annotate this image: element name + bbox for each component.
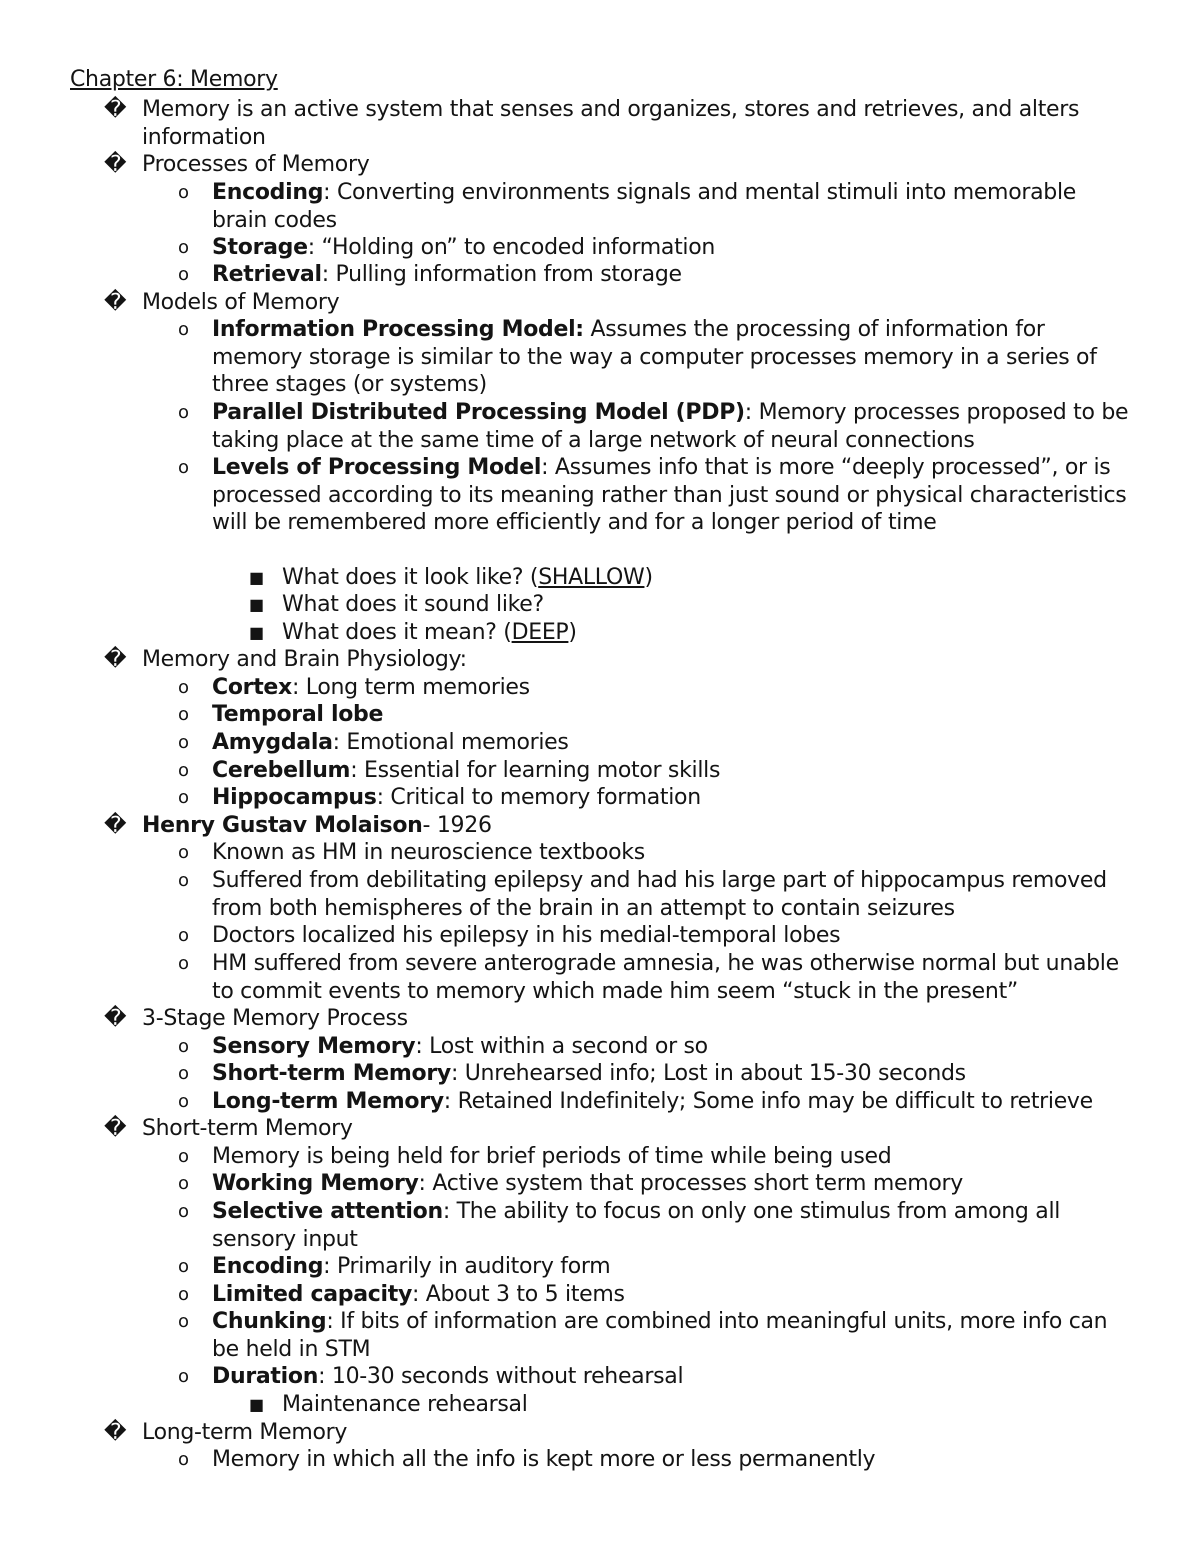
circle-bullet-icon: o (178, 1091, 189, 1112)
circle-bullet-icon: o (178, 1311, 189, 1332)
term-label: Hippocampus (212, 785, 377, 810)
underlined-text: SHALLOW (538, 565, 645, 590)
circle-bullet-icon: o (178, 677, 189, 698)
term-label: Retrieval (212, 262, 322, 287)
circle-bullet-icon: o (178, 319, 189, 340)
item-text (212, 1198, 1132, 1253)
text-run: Memory is an active system that senses and organizes, stores and retrieves, and alters information (142, 97, 1080, 150)
item-text (142, 1115, 1142, 1143)
item-text (142, 646, 1142, 674)
square-bullet-icon: ■ (249, 623, 264, 642)
circle-bullet-icon: o (178, 1366, 189, 1387)
outline-item-level-2 (178, 1308, 1132, 1363)
text-run: : Memory processes proposed to be taking place at the same time of a large network of neural connections (212, 400, 1129, 453)
outline-item-level-3 (249, 619, 1142, 647)
circle-bullet-icon: o (178, 870, 189, 891)
outline-item-level-2 (178, 1033, 1132, 1061)
text-run: What does it sound like? (282, 592, 544, 617)
outline-item-level-1 (104, 96, 1142, 151)
text-run: : Critical to memory formation (376, 785, 701, 810)
text-run: : Long term memories (291, 675, 530, 700)
outline-item-level-2 (178, 1281, 1132, 1309)
item-text (212, 867, 1132, 922)
item-text (212, 1363, 1132, 1391)
outline-item-level-1 (104, 812, 1142, 840)
outline-item-level-1 (104, 1419, 1142, 1447)
term-label: Sensory Memory (212, 1034, 416, 1059)
text-run: Memory is being held for brief periods of time while being used (212, 1144, 892, 1169)
text-run: What does it look like? ( (282, 565, 539, 590)
text-run: : “Holding on” to encoded information (307, 235, 716, 260)
text-run: Doctors localized his epilepsy in his medial-temporal lobes (212, 923, 841, 948)
outline-item-level-2 (178, 1170, 1132, 1198)
term-label: Long-term Memory (212, 1089, 444, 1114)
text-run: : About 3 to 5 items (412, 1282, 625, 1307)
outline-item-level-2 (178, 784, 1132, 812)
text-run: Models of Memory (142, 290, 340, 315)
circle-bullet-icon: o (178, 1201, 189, 1222)
outline-item-level-2 (178, 674, 1132, 702)
text-run: : Lost within a second or so (415, 1034, 708, 1059)
circle-bullet-icon: o (178, 842, 189, 863)
term-label: Cerebellum (212, 758, 351, 783)
item-text (212, 922, 1132, 950)
item-text (212, 316, 1132, 399)
text-run: : Pulling information from storage (321, 262, 682, 287)
outline-item-level-2 (178, 234, 1132, 262)
item-text (212, 179, 1132, 234)
circle-bullet-icon: o (178, 925, 189, 946)
outline-item-level-2 (178, 757, 1132, 785)
underlined-text: DEEP (511, 620, 569, 645)
outline-item-level-2 (178, 454, 1132, 537)
item-text (212, 784, 1132, 812)
outline-item-level-2 (178, 399, 1132, 454)
text-run: : Active system that processes short term memory (418, 1171, 964, 1196)
circle-bullet-icon: o (178, 1256, 189, 1277)
bullet-icon: � (104, 1420, 127, 1445)
outline-item-level-2 (178, 1060, 1132, 1088)
circle-bullet-icon: o (178, 1146, 189, 1167)
circle-bullet-icon: o (178, 264, 189, 285)
circle-bullet-icon: o (178, 760, 189, 781)
text-run: ) (568, 620, 577, 645)
item-text (212, 234, 1132, 262)
text-run: : 10-30 seconds without rehearsal (318, 1364, 684, 1389)
circle-bullet-icon: o (178, 1173, 189, 1194)
square-bullet-icon: ■ (249, 568, 264, 587)
text-run: : Assumes info that is more “deeply processed”, or is processed according to its meaning rather than just sound or physical characteristics will be remembered more efficiently and for a longer period of time (212, 455, 1127, 536)
outline-item-level-3 (249, 1391, 1142, 1419)
text-run: : Emotional memories (332, 730, 569, 755)
item-text (212, 757, 1132, 785)
term-label: Encoding (212, 180, 324, 205)
text-run: : The ability to focus on only one stimulus from among all sensory input (212, 1199, 1061, 1252)
term-label: Amygdala (212, 730, 333, 755)
term-label: Working Memory (212, 1171, 419, 1196)
circle-bullet-icon: o (178, 1284, 189, 1305)
term-label: Storage (212, 235, 308, 260)
outline-item-level-3 (249, 564, 1142, 592)
outline-item-level-2 (178, 922, 1132, 950)
text-run: : Retained Indefinitely; Some info may be difficult to retrieve (443, 1089, 1093, 1114)
outline-item-level-2 (178, 950, 1132, 1005)
outline-item-level-2 (178, 1446, 1132, 1474)
item-text (142, 151, 1142, 179)
bullet-icon: � (104, 290, 127, 315)
outline-item-level-1 (104, 151, 1142, 179)
term-label: Cortex (212, 675, 292, 700)
term-label: Encoding (212, 1254, 324, 1279)
outline-item-level-1 (104, 289, 1142, 317)
item-text (212, 839, 1132, 867)
outline-item-level-1 (104, 646, 1142, 674)
term-label: Short-term Memory (212, 1061, 451, 1086)
text-run: 3-Stage Memory Process (142, 1006, 408, 1031)
bullet-icon: � (104, 647, 127, 672)
outline-item-level-2 (178, 179, 1132, 234)
outline-item-level-2 (178, 1198, 1132, 1253)
outline-item-level-2 (178, 1253, 1132, 1281)
item-text (212, 1060, 1132, 1088)
item-text (212, 1088, 1132, 1116)
term-label: Limited capacity (212, 1282, 412, 1307)
text-run: : If bits of information are combined into meaningful units, more info can be held in STM (212, 1309, 1108, 1362)
circle-bullet-icon: o (178, 953, 189, 974)
item-text (212, 454, 1132, 537)
outline-item-level-2 (178, 316, 1132, 399)
outline-item-level-2 (178, 1363, 1132, 1391)
text-run: : Primarily in auditory form (323, 1254, 611, 1279)
item-text (212, 1308, 1132, 1363)
term-label: Selective attention (212, 1199, 443, 1224)
item-text (212, 399, 1132, 454)
square-bullet-icon: ■ (249, 595, 264, 614)
bullet-icon: � (104, 1116, 127, 1141)
outline-item-level-2 (178, 701, 1132, 729)
item-text (282, 1391, 1142, 1419)
term-label: Temporal lobe (212, 702, 384, 727)
item-text (212, 1143, 1132, 1171)
text-run: : Essential for learning motor skills (350, 758, 721, 783)
term-label: Chunking (212, 1309, 327, 1334)
chapter-title: Chapter 6: Memory (70, 67, 278, 92)
outline-item-level-1 (104, 1115, 1142, 1143)
circle-bullet-icon: o (178, 1063, 189, 1084)
item-text (212, 701, 1132, 729)
term-label: Levels of Processing Model (212, 455, 542, 480)
bullet-icon: � (104, 97, 127, 122)
text-run: Assumes the processing of information for memory storage is similar to the way a computer processes memory in a series of three stages (or systems) (212, 317, 1097, 398)
text-run: Long-term Memory (142, 1420, 348, 1445)
outline-item-level-3 (249, 591, 1142, 619)
text-run: - 1926 (422, 813, 492, 838)
outline-item-level-2 (178, 1143, 1132, 1171)
circle-bullet-icon: o (178, 182, 189, 203)
item-text (212, 729, 1132, 757)
item-text (212, 1170, 1132, 1198)
item-text (212, 1446, 1132, 1474)
term-label: Duration (212, 1364, 319, 1389)
text-run: : Converting environments signals and mental stimuli into memorable brain codes (212, 180, 1076, 233)
circle-bullet-icon: o (178, 1449, 189, 1470)
square-bullet-icon: ■ (249, 1395, 264, 1414)
text-run: HM suffered from severe anterograde amnesia, he was otherwise normal but unable to commit events to memory which made him seem “stuck in the present” (212, 951, 1119, 1004)
circle-bullet-icon: o (178, 457, 189, 478)
item-text (212, 1281, 1132, 1309)
item-text (212, 261, 1132, 289)
item-text (282, 564, 1142, 592)
item-text (212, 950, 1132, 1005)
outline-item-level-2 (178, 261, 1132, 289)
text-run: Short-term Memory (142, 1116, 353, 1141)
term-label: Henry Gustav Molaison (142, 813, 423, 838)
outline-item-level-1 (104, 1005, 1142, 1033)
item-text (212, 1033, 1132, 1061)
bullet-icon: � (104, 152, 127, 177)
circle-bullet-icon: o (178, 704, 189, 725)
term-label: Parallel Distributed Processing Model (PDP) (212, 400, 745, 425)
item-text (142, 289, 1142, 317)
item-text (212, 674, 1132, 702)
text-run: Processes of Memory (142, 152, 370, 177)
bullet-icon: � (104, 813, 127, 838)
item-text (142, 812, 1142, 840)
text-run: Maintenance rehearsal (282, 1392, 528, 1417)
text-run: ) (644, 565, 653, 590)
outline-item-level-2 (178, 729, 1132, 757)
term-label: Information Processing Model: (212, 317, 584, 342)
text-run: : Unrehearsed info; Lost in about 15-30 seconds (450, 1061, 966, 1086)
outline-item-level-2 (178, 1088, 1132, 1116)
circle-bullet-icon: o (178, 787, 189, 808)
text-run: Memory in which all the info is kept more or less permanently (212, 1447, 876, 1472)
item-text (142, 96, 1142, 151)
item-text (212, 1253, 1132, 1281)
circle-bullet-icon: o (178, 402, 189, 423)
text-run: Suffered from debilitating epilepsy and had his large part of hippocampus removed from both hemispheres of the brain in an attempt to contain seizures (212, 868, 1107, 921)
text-run: What does it mean? ( (282, 620, 512, 645)
item-text (282, 619, 1142, 647)
outline-item-level-2 (178, 839, 1132, 867)
circle-bullet-icon: o (178, 732, 189, 753)
bullet-icon: � (104, 1006, 127, 1031)
text-run: Known as HM in neuroscience textbooks (212, 840, 645, 865)
item-text (282, 591, 1142, 619)
text-run: Memory and Brain Physiology: (142, 647, 467, 672)
circle-bullet-icon: o (178, 1036, 189, 1057)
item-text (142, 1419, 1142, 1447)
circle-bullet-icon: o (178, 237, 189, 258)
outline-item-level-2 (178, 867, 1132, 922)
item-text (142, 1005, 1142, 1033)
